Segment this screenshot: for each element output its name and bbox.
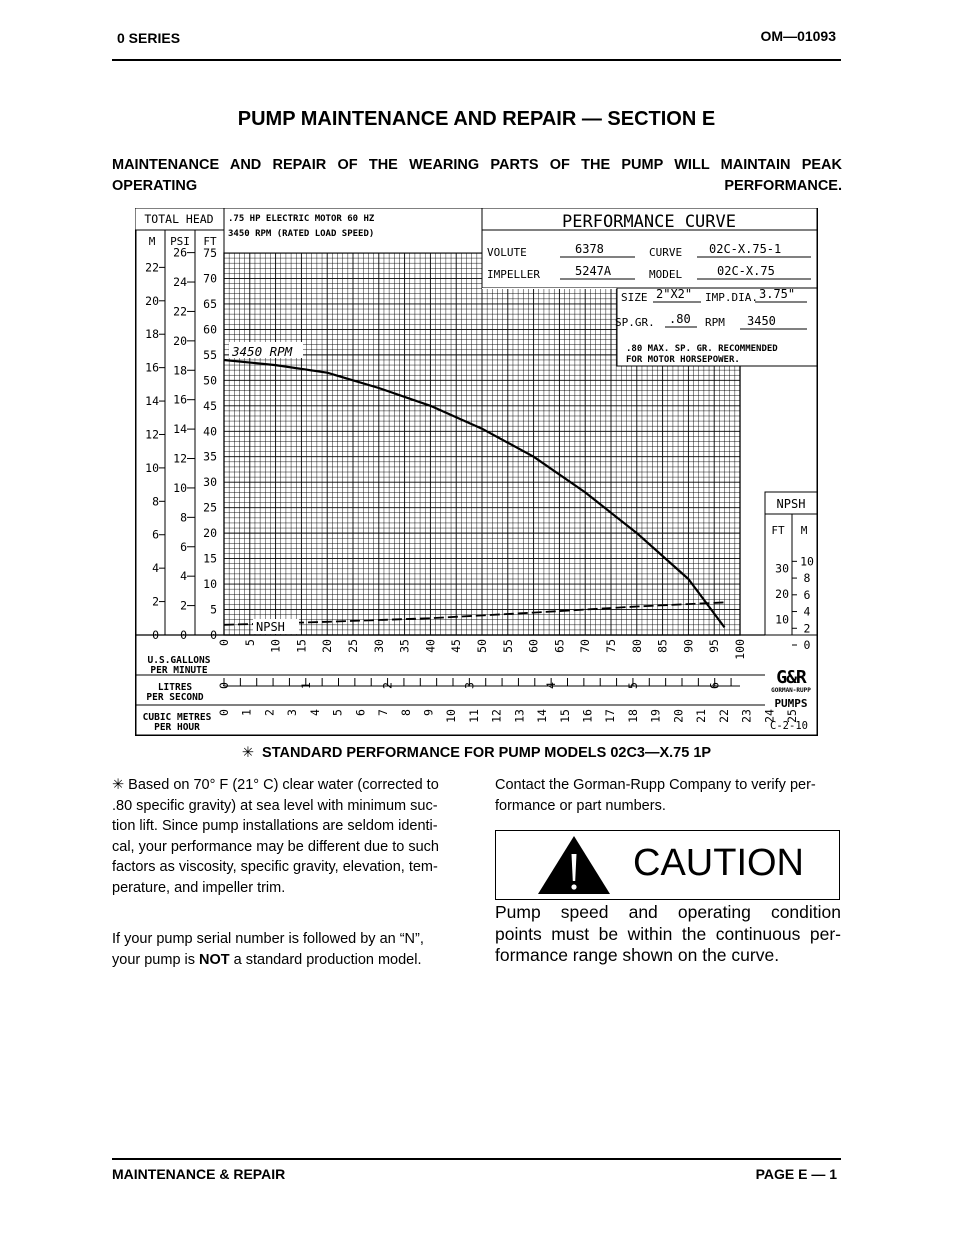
cmh-tick-label: 0 (217, 709, 231, 716)
lps-tick-label: 5 (625, 682, 640, 689)
gorman-rupp-logo: G&R (776, 667, 806, 688)
serial-note-text: a standard production model. (229, 951, 422, 968)
ft-tick-label: 0 (210, 628, 217, 642)
gpm-tick-label: 55 (500, 639, 515, 653)
gpm-tick-label: 25 (346, 639, 360, 653)
ft-tick-label: 45 (203, 398, 217, 413)
ft-tick-label: 10 (203, 577, 217, 592)
star-icon: ✳ (241, 745, 255, 761)
gpm-tick-label: 40 (423, 639, 438, 653)
head-label: TOTAL HEAD (144, 212, 214, 226)
cmh-tick-label: 12 (489, 709, 504, 723)
conditions-line: .80 specific gravity) at sea level with minimum suc- (112, 797, 438, 814)
psi-tick-label: 18 (173, 363, 187, 378)
performance-curve-chart (135, 208, 818, 736)
caution-title: CAUTION (633, 842, 804, 884)
unit-psi-label: PSI (170, 235, 190, 248)
conditions-line: cal, your performance may be different due to such (112, 838, 439, 855)
spgr-label: SP.GR. (615, 316, 655, 329)
cmh-tick-label: 20 (671, 709, 686, 723)
lps-tick-label: 0 (217, 682, 231, 689)
serial-note-line (112, 950, 462, 971)
cmh-tick-label: 15 (557, 709, 572, 723)
cmh-tick-label: 7 (376, 709, 391, 716)
cmh-label-1: CUBIC METRES (142, 712, 212, 723)
npsh-ft-tick: 20 (775, 587, 789, 601)
ft-tick-label: 35 (203, 449, 217, 464)
cmh-tick-label: 24 (762, 709, 777, 723)
ft-tick-label: 55 (203, 347, 217, 362)
intro-paragraph: MAINTENANCE AND REPAIR OF THE WEARING PARTS OF THE PUMP WILL MAINTAIN PEAK OPERATING PERFORMANCE. (112, 157, 842, 194)
size-value: 2"X2" (656, 287, 693, 301)
caution-message (495, 902, 841, 967)
contact-line: formance or part numbers. (495, 797, 666, 814)
npsh-m-tick: 2 (803, 621, 811, 636)
size-label: SIZE (621, 291, 648, 304)
gpm-tick-label: 70 (578, 639, 593, 653)
header-series: 0 SERIES (117, 30, 181, 46)
m-tick-label: 4 (152, 561, 159, 576)
gpm-tick-label: 20 (320, 639, 335, 653)
conditions-line: ✳ Based on 70° F (21° C) clear water (corrected to (112, 777, 439, 793)
psi-tick-label: 2 (180, 598, 187, 613)
m-tick-label: 20 (145, 293, 159, 308)
lps-label-1: LITRES (157, 682, 193, 693)
footer-rule (112, 1158, 841, 1160)
cmh-tick-label: 6 (353, 709, 368, 716)
cmh-tick-label: 8 (398, 709, 413, 716)
m-tick-label: 18 (145, 327, 159, 342)
psi-tick-label: 26 (173, 245, 187, 260)
ft-tick-label: 65 (203, 296, 217, 311)
cmh-tick-label: 18 (625, 709, 640, 723)
head-curve-line (224, 360, 725, 627)
chart-caption (112, 745, 841, 761)
cmh-tick-label: 4 (307, 709, 322, 716)
gpm-tick-label: 30 (371, 639, 386, 653)
psi-tick-label: 4 (180, 569, 187, 584)
gpm-tick-label: 95 (707, 639, 722, 653)
caution-line: Pump speed and operating condition (495, 902, 841, 922)
header-rule (112, 59, 841, 61)
conditions-line: perature, and impeller trim. (112, 879, 286, 896)
gpm-tick-label: 15 (294, 639, 309, 653)
npsh-m-tick: 8 (803, 571, 811, 586)
npsh-ft-tick: 30 (775, 561, 789, 576)
unit-ft-label: FT (203, 235, 217, 248)
model-value: 02C-X.75 (717, 264, 775, 278)
cmh-tick-label: 13 (512, 709, 527, 723)
rpm-value: 3450 (747, 314, 776, 328)
npsh-ft-label: FT (771, 524, 785, 537)
lps-tick-label: 4 (544, 682, 559, 689)
gpm-tick-label: 50 (475, 639, 489, 653)
npsh-ft-tick: 10 (775, 612, 789, 627)
gpm-tick-label: 5 (242, 639, 257, 646)
m-tick-label: 10 (145, 460, 159, 475)
lps-label-2: PER SECOND (146, 692, 204, 703)
cmh-tick-label: 16 (580, 709, 595, 723)
m-tick-label: 8 (152, 494, 159, 509)
gpm-tick-label: 45 (449, 639, 464, 653)
m-tick-label: 22 (145, 260, 159, 275)
footer-page-number: PAGE E — 1 (755, 1166, 837, 1182)
cmh-tick-label: 17 (603, 709, 618, 723)
npsh-m-tick: 4 (803, 604, 811, 619)
m-tick-label: 14 (145, 394, 159, 409)
cmh-tick-label: 14 (535, 709, 550, 723)
m-tick-label: 12 (145, 427, 159, 442)
npsh-curve-line (224, 602, 725, 624)
cmh-tick-label: 19 (648, 709, 663, 723)
brand-line-2: PUMPS (774, 697, 808, 710)
psi-tick-label: 0 (180, 628, 187, 642)
cmh-tick-label: 5 (330, 709, 345, 716)
caption-text: STANDARD PERFORMANCE FOR PUMP MODELS 02C3—X.75 1P (262, 745, 712, 761)
lps-tick-label: 6 (707, 682, 722, 689)
serial-note-text: your pump is (112, 951, 200, 968)
cmh-label-2: PER HOUR (154, 722, 200, 733)
psi-tick-label: 20 (173, 333, 187, 348)
cmh-tick-label: 11 (466, 709, 481, 723)
model-label: MODEL (649, 268, 683, 281)
info-box-gap (482, 288, 617, 289)
gpm-tick-label: 100 (733, 639, 747, 660)
ft-tick-label: 60 (203, 322, 217, 337)
cmh-tick-label: 9 (421, 709, 436, 716)
gpm-tick-label: 60 (526, 639, 541, 653)
psi-tick-label: 10 (173, 480, 187, 495)
cmh-tick-label: 22 (716, 709, 731, 723)
volute-label: VOLUTE (487, 246, 527, 259)
psi-tick-label: 22 (173, 304, 187, 319)
gpm-label-2: PER MINUTE (150, 665, 208, 676)
cmh-tick-label: 25 (784, 709, 799, 723)
npsh-m-tick: 10 (800, 554, 814, 569)
ft-tick-label: 20 (203, 526, 217, 541)
ft-tick-label: 30 (203, 475, 217, 490)
ft-tick-label: 40 (203, 424, 217, 439)
impeller-value: 5247A (575, 264, 612, 278)
caution-line: formance range shown on the curve. (495, 945, 780, 965)
note-line-1: .80 MAX. SP. GR. RECOMMENDED (626, 344, 778, 354)
serial-note-line: If your pump serial number is followed by an “N”, (112, 931, 424, 947)
psi-tick-label: 16 (173, 392, 187, 407)
cmh-tick-label: 21 (694, 709, 709, 723)
lps-tick-label: 2 (380, 682, 395, 689)
cmh-tick-label: 23 (739, 709, 754, 723)
m-tick-label: 16 (145, 360, 159, 375)
curve-value: 02C-X.75-1 (709, 242, 782, 256)
gpm-tick-label: 80 (629, 639, 644, 653)
impeller-label: IMPELLER (487, 268, 540, 281)
ft-tick-label: 70 (203, 271, 217, 286)
page-title: PUMP MAINTENANCE AND REPAIR — SECTION E (237, 108, 716, 130)
serial-note-bold: NOT (199, 951, 230, 968)
unit-m-label: M (148, 235, 156, 248)
info-title: PERFORMANCE CURVE (562, 212, 736, 232)
impdia-label: IMP.DIA. (705, 291, 758, 304)
motor-line-1: .75 HP ELECTRIC MOTOR 60 HZ (228, 214, 375, 224)
curve-label: CURVE (649, 246, 683, 259)
note-line-2: FOR MOTOR HORSEPOWER. (626, 355, 740, 365)
gpm-tick-label: 75 (604, 639, 618, 653)
head-curve-label: 3450 RPM (232, 344, 293, 359)
serial-note-paragraph (112, 929, 462, 970)
impdia-value: 3.75" (759, 287, 796, 301)
gpm-tick-label: 10 (268, 639, 283, 653)
npsh-m-tick: 6 (803, 587, 811, 602)
m-tick-label: 0 (152, 628, 159, 642)
gpm-tick-label: 90 (681, 639, 696, 653)
psi-tick-label: 6 (180, 539, 187, 554)
cmh-tick-label: 3 (285, 709, 300, 716)
psi-tick-label: 14 (173, 422, 187, 437)
conditions-line: tion lift. Since pump installations are seldom identi- (112, 818, 438, 834)
lps-tick-label: 3 (462, 682, 477, 689)
gpm-label-1: U.S.GALLONS (147, 655, 211, 666)
brand-line-1: GORMAN-RUPP (771, 687, 811, 694)
ft-tick-label: 75 (203, 246, 217, 260)
m-tick-label: 6 (152, 527, 159, 542)
cmh-tick-label: 10 (444, 709, 459, 723)
spgr-value: .80 (669, 312, 691, 326)
rpm-label: RPM (705, 316, 725, 329)
npsh-m-tick: 0 (803, 638, 811, 652)
ft-tick-label: 15 (203, 551, 217, 566)
psi-tick-label: 8 (180, 510, 187, 525)
ft-tick-label: 25 (203, 500, 217, 515)
contact-line: Contact the Gorman-Rupp Company to verify per- (495, 777, 816, 793)
volute-value: 6378 (575, 242, 604, 256)
motor-line-2: 3450 RPM (RATED LOAD SPEED) (228, 229, 375, 239)
footer-section: MAINTENANCE & REPAIR (112, 1166, 286, 1182)
npsh-m-label: M (800, 524, 808, 537)
chart-code: C-2-10 (770, 720, 808, 732)
gpm-tick-label: 85 (655, 639, 670, 653)
psi-tick-label: 24 (173, 275, 187, 290)
gpm-tick-label: 65 (552, 639, 567, 653)
ft-tick-label: 50 (203, 373, 217, 388)
conditions-line: factors as viscosity, specific gravity, elevation, tem- (112, 859, 438, 875)
header-doc-number: OM—01093 (760, 28, 836, 44)
cmh-tick-label: 1 (239, 709, 254, 716)
contact-paragraph (495, 775, 845, 816)
npsh-scale-title: NPSH (776, 497, 806, 511)
gpm-tick-label: 35 (397, 639, 412, 653)
caution-line: points must be within the continuous per- (495, 923, 841, 944)
warning-icon (536, 834, 612, 896)
ft-tick-label: 5 (210, 602, 217, 617)
npsh-curve-label: NPSH (256, 620, 285, 634)
gpm-tick-label: 0 (217, 639, 231, 646)
cmh-tick-label: 2 (262, 709, 277, 716)
psi-tick-label: 12 (173, 451, 187, 466)
lps-tick-label: 1 (298, 682, 313, 689)
conditions-paragraph (112, 775, 462, 898)
m-tick-label: 2 (152, 594, 159, 609)
